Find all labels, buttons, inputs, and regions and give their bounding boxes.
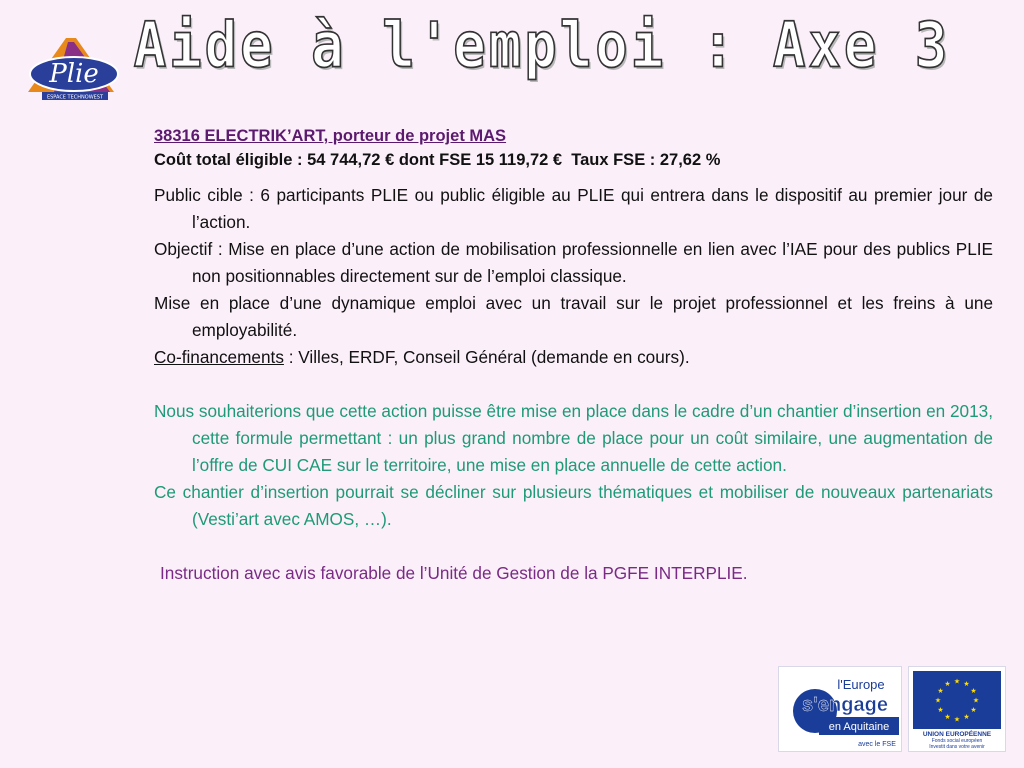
eu-star-icon: ★ xyxy=(937,707,944,714)
eu-star-icon: ★ xyxy=(937,688,944,695)
cofinancing-text: : Villes, ERDF, Conseil Général (demande en cours). xyxy=(283,347,690,367)
comment-partenariats: Ce chantier d’insertion pourrait se décliner sur plusieurs thématiques et mobiliser de nouveaux partenariats (Vesti’art avec AMOS, …). xyxy=(154,482,993,529)
eu-line1: UNION EUROPÉENNE xyxy=(922,731,992,738)
eu-logo xyxy=(908,666,1006,752)
paragraph-objective: Objectif : Mise en place d’une action de mobilisation professionnelle en lien avec l’IAE pour des publics PLIE non positionnables directement sur de l’emploi classique. xyxy=(154,239,993,286)
plie-logo-subtitle: ESPACE TECHNOWEST xyxy=(46,94,104,101)
slide-title: Aide à l'emploi : Axe 3 xyxy=(133,9,951,82)
europe-aquitaine-logo xyxy=(778,666,902,752)
eu-star-icon: ★ xyxy=(970,688,977,695)
eu-star-icon: ★ xyxy=(963,681,970,689)
eu-star-icon: ★ xyxy=(953,678,961,686)
eu-star-icon: ★ xyxy=(944,713,951,721)
eu-line3: Investit dans votre avenir xyxy=(929,743,985,750)
plie-logo-text: Plie xyxy=(49,59,99,89)
eu-star-icon: ★ xyxy=(944,681,951,689)
eu-flag-icon xyxy=(913,671,1001,729)
instruction-text: Instruction avec avis favorable de l’Unité de Gestion de la PGFE INTERPLIE. xyxy=(160,563,748,583)
project-cost: Coût total éligible : 54 744,72 € dont FSE 15 119,72 € Taux FSE : 27,62 % xyxy=(154,151,721,169)
aquitaine-line2: s'engage xyxy=(802,694,888,716)
eu-star-icon: ★ xyxy=(972,697,980,705)
europe-aquitaine-logo-graphic xyxy=(779,667,901,751)
eu-star-icon: ★ xyxy=(934,697,942,705)
aquitaine-line4: avec le FSE xyxy=(858,741,896,748)
eu-star-icon: ★ xyxy=(963,713,970,721)
paragraph-public: Public cible : 6 participants PLIE ou public éligible au PLIE qui entrera dans le dispositif au premier jour de l’action. xyxy=(154,185,993,232)
paragraph-cofinancing xyxy=(154,344,993,371)
eu-star-icon: ★ xyxy=(970,707,977,714)
eu-line2: Fonds social européen xyxy=(931,738,983,744)
aquitaine-line1: l'Europe xyxy=(837,677,885,692)
aquitaine-line3: en Aquitaine xyxy=(828,721,890,733)
paragraph-dynamic: Mise en place d’une dynamique emploi avec un travail sur le projet professionnel et les freins à une employabilité. xyxy=(154,293,993,340)
eu-stars-icon xyxy=(913,671,1001,729)
slide-content xyxy=(154,124,993,587)
project-heading: 38316 ELECTRIK’ART, porteur de projet MAS xyxy=(154,127,507,145)
comment-chantier: Nous souhaiterions que cette action puisse être mise en place dans le cadre d’un chantier d’insertion en 2013, cette formule permettant : un plus grand nombre de place pour un coût similaire, une augmentation de l’offre de CUI CAE sur le territoire, une mise en place annuelle de cette action. xyxy=(154,401,993,475)
eu-star-icon: ★ xyxy=(953,716,961,724)
cofinancing-label: Co-financements xyxy=(154,347,284,367)
eu-line2-3 xyxy=(909,739,1005,750)
